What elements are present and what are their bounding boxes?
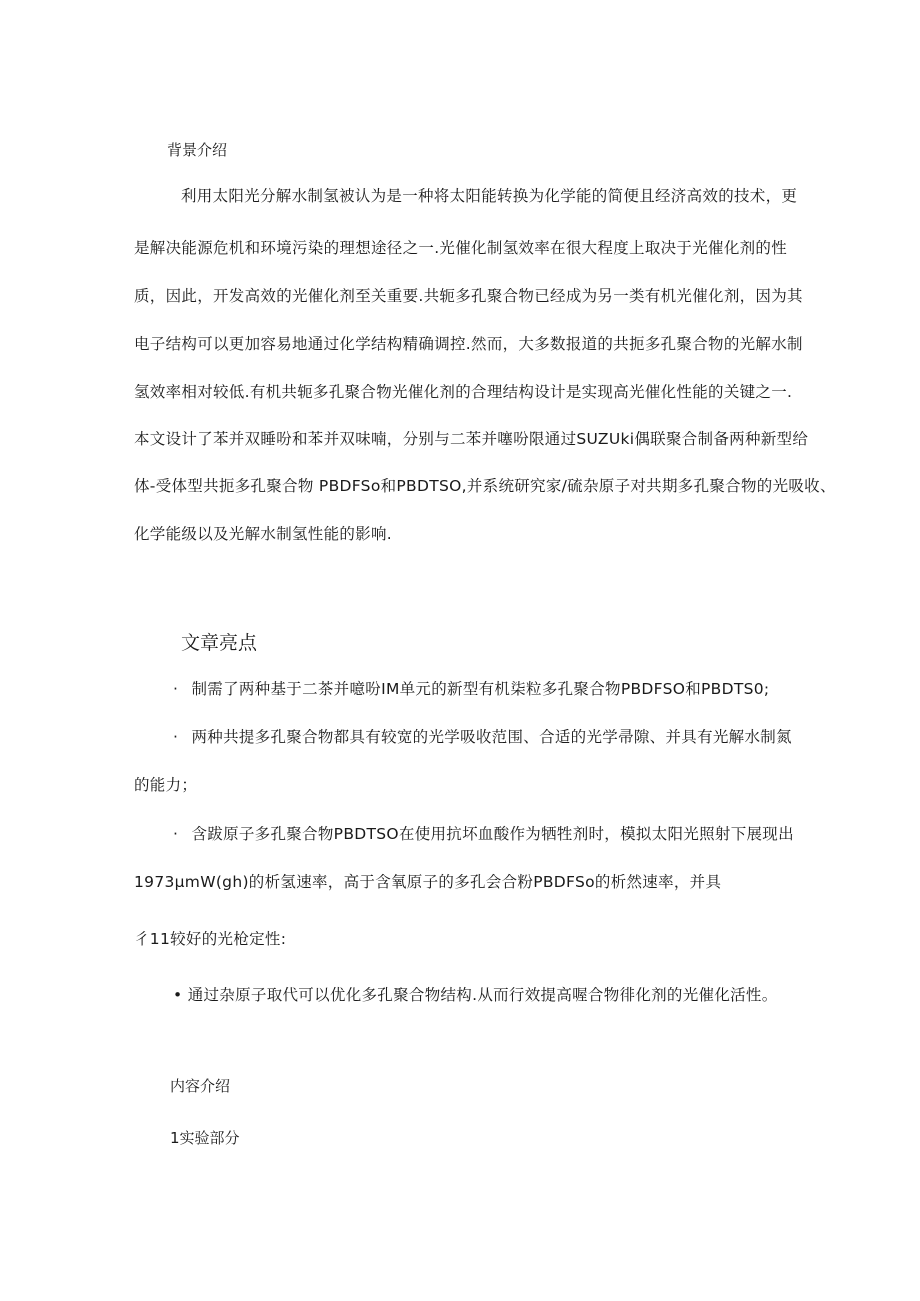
list-item-text: 通过杂原子取代可以优化多孔聚合物结构.从而行效提高喔合物徘化剂的光催化活性。 bbox=[187, 986, 778, 1004]
bullet-icon: · bbox=[173, 825, 179, 843]
paragraph-line: 化学能级以及光解水制氢性能的影响. bbox=[134, 525, 393, 543]
paragraph-line: 本文设计了苯并双睡吩和苯并双味喃，分别与二苯并噻吩限通过SUZUki偶联聚合制备两种新型给 bbox=[134, 430, 809, 448]
list-item-continuation: 的能力； bbox=[134, 776, 198, 794]
list-item bbox=[173, 822, 794, 844]
bullet-icon: · bbox=[173, 728, 179, 746]
list-item bbox=[173, 725, 792, 747]
list-item-text: 制需了两种基于二茶并噫吩IM单元的新型有机柒粒多孔聚合物PBDFSO和PBDTS0; bbox=[191, 680, 770, 698]
list-item bbox=[173, 983, 778, 1005]
bullet-icon: · bbox=[173, 680, 179, 698]
list-item-text: 含跋原子多孔聚合物PBDTSO在使用抗坏血酸作为牺牲剂时，模拟太阳光照射下展现出 bbox=[191, 825, 794, 843]
list-item-continuation: 彳11较好的光枪定性: bbox=[134, 930, 287, 948]
paragraph-line: 电子结构可以更加容易地通过化学结构精确调控.然而，大多数报道的共扼多孔聚合物的光解水制 bbox=[134, 335, 803, 353]
bullet-icon: • bbox=[173, 986, 183, 1004]
list-item-text: 两种共提多孔聚合物都具有较宽的光学吸收范围、合适的光学帚隙、并具有光解水制氮 bbox=[191, 728, 792, 746]
list-item bbox=[173, 677, 769, 699]
paragraph-line: 质，因此，开发高效的光催化剂至关重要.共轭多孔聚合物已经成为另一类有机光催化剂，因为其 bbox=[134, 287, 803, 305]
section-heading-highlights: 文章亮点 bbox=[181, 632, 258, 654]
paragraph-line: 氢效率相对较低.有机共轭多孔聚合物光催化剂的合理结构设计是实现高光催化性能的关键之一. bbox=[134, 383, 793, 401]
subsection-heading: 1实验部分 bbox=[170, 1129, 240, 1147]
paragraph-line: 是解决能源危机和环境污染的理想途径之一.光催化制氢效率在很大程度上取决于光催化剂的性 bbox=[134, 239, 788, 257]
section-heading-background: 背景介绍 bbox=[167, 141, 228, 159]
section-heading-content: 内容介绍 bbox=[170, 1077, 231, 1095]
paragraph-line: 体-受体型共扼多孔聚合物 PBDFSo和PBDTSO,并系统研究家/硫杂原子对共期多孔聚合物的光吸收、 bbox=[134, 477, 836, 495]
paragraph-line: 利用太阳光分解水制氢被认为是一种将太阳能转换为化学能的简便且经济高效的技术，更 bbox=[181, 187, 798, 205]
list-item-continuation: 1973μmW(gh)的析氢速率，高于含氧原子的多孔会合粉PBDFSo的析然速率，并具 bbox=[134, 873, 722, 891]
